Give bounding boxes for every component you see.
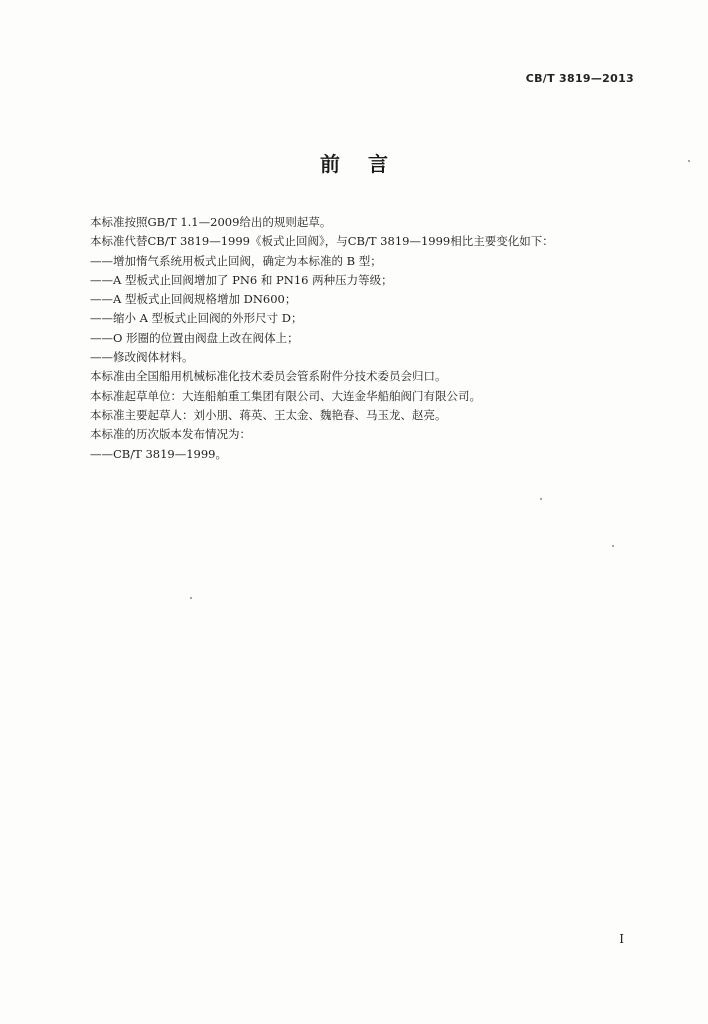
body-line: ——A 型板式止回阀规格增加 DN600；: [90, 292, 297, 307]
body-line: ——增加惰气系统用板式止回阀，确定为本标准的 B 型；: [90, 253, 382, 268]
scan-speck: [612, 545, 614, 547]
body-line: ——CB/T 3819—1999。: [90, 446, 227, 461]
body-line: 本标准的历次版本发布情况为：: [90, 427, 251, 442]
page-number: I: [619, 932, 624, 946]
body-line: 本标准主要起草人：刘小朋、蒋英、王太金、魏艳春、马玉龙、赵亮。: [90, 407, 447, 422]
body-line: 本标准代替CB/T 3819—1999《板式止回阀》，与CB/T 3819—1999相比主要变化如下：: [90, 234, 554, 249]
body-line: ——O 形圈的位置由阀盘上改在阀体上；: [90, 330, 299, 345]
standard-code: CB/T 3819—2013: [525, 72, 634, 85]
foreword-body: [90, 213, 650, 464]
body-line: ——修改阀体材料。: [90, 350, 194, 365]
body-line: 本标准由全国船用机械标准化技术委员会管系附件分技术委员会归口。: [90, 369, 447, 384]
body-line: 本标准起草单位：大连船舶重工集团有限公司、大连金华船舶阀门有限公司。: [90, 388, 481, 403]
body-line: ——A 型板式止回阀增加了 PN6 和 PN16 两种压力等级；: [90, 272, 393, 287]
body-line: ——缩小 A 型板式止回阀的外形尺寸 D；: [90, 311, 303, 326]
scan-speck: [540, 498, 542, 500]
scan-speck: [190, 597, 192, 599]
scan-speck: [688, 160, 690, 162]
page-title: 前言: [320, 152, 416, 176]
body-line: 本标准按照GB/T 1.1—2009给出的规则起草。: [90, 215, 332, 229]
